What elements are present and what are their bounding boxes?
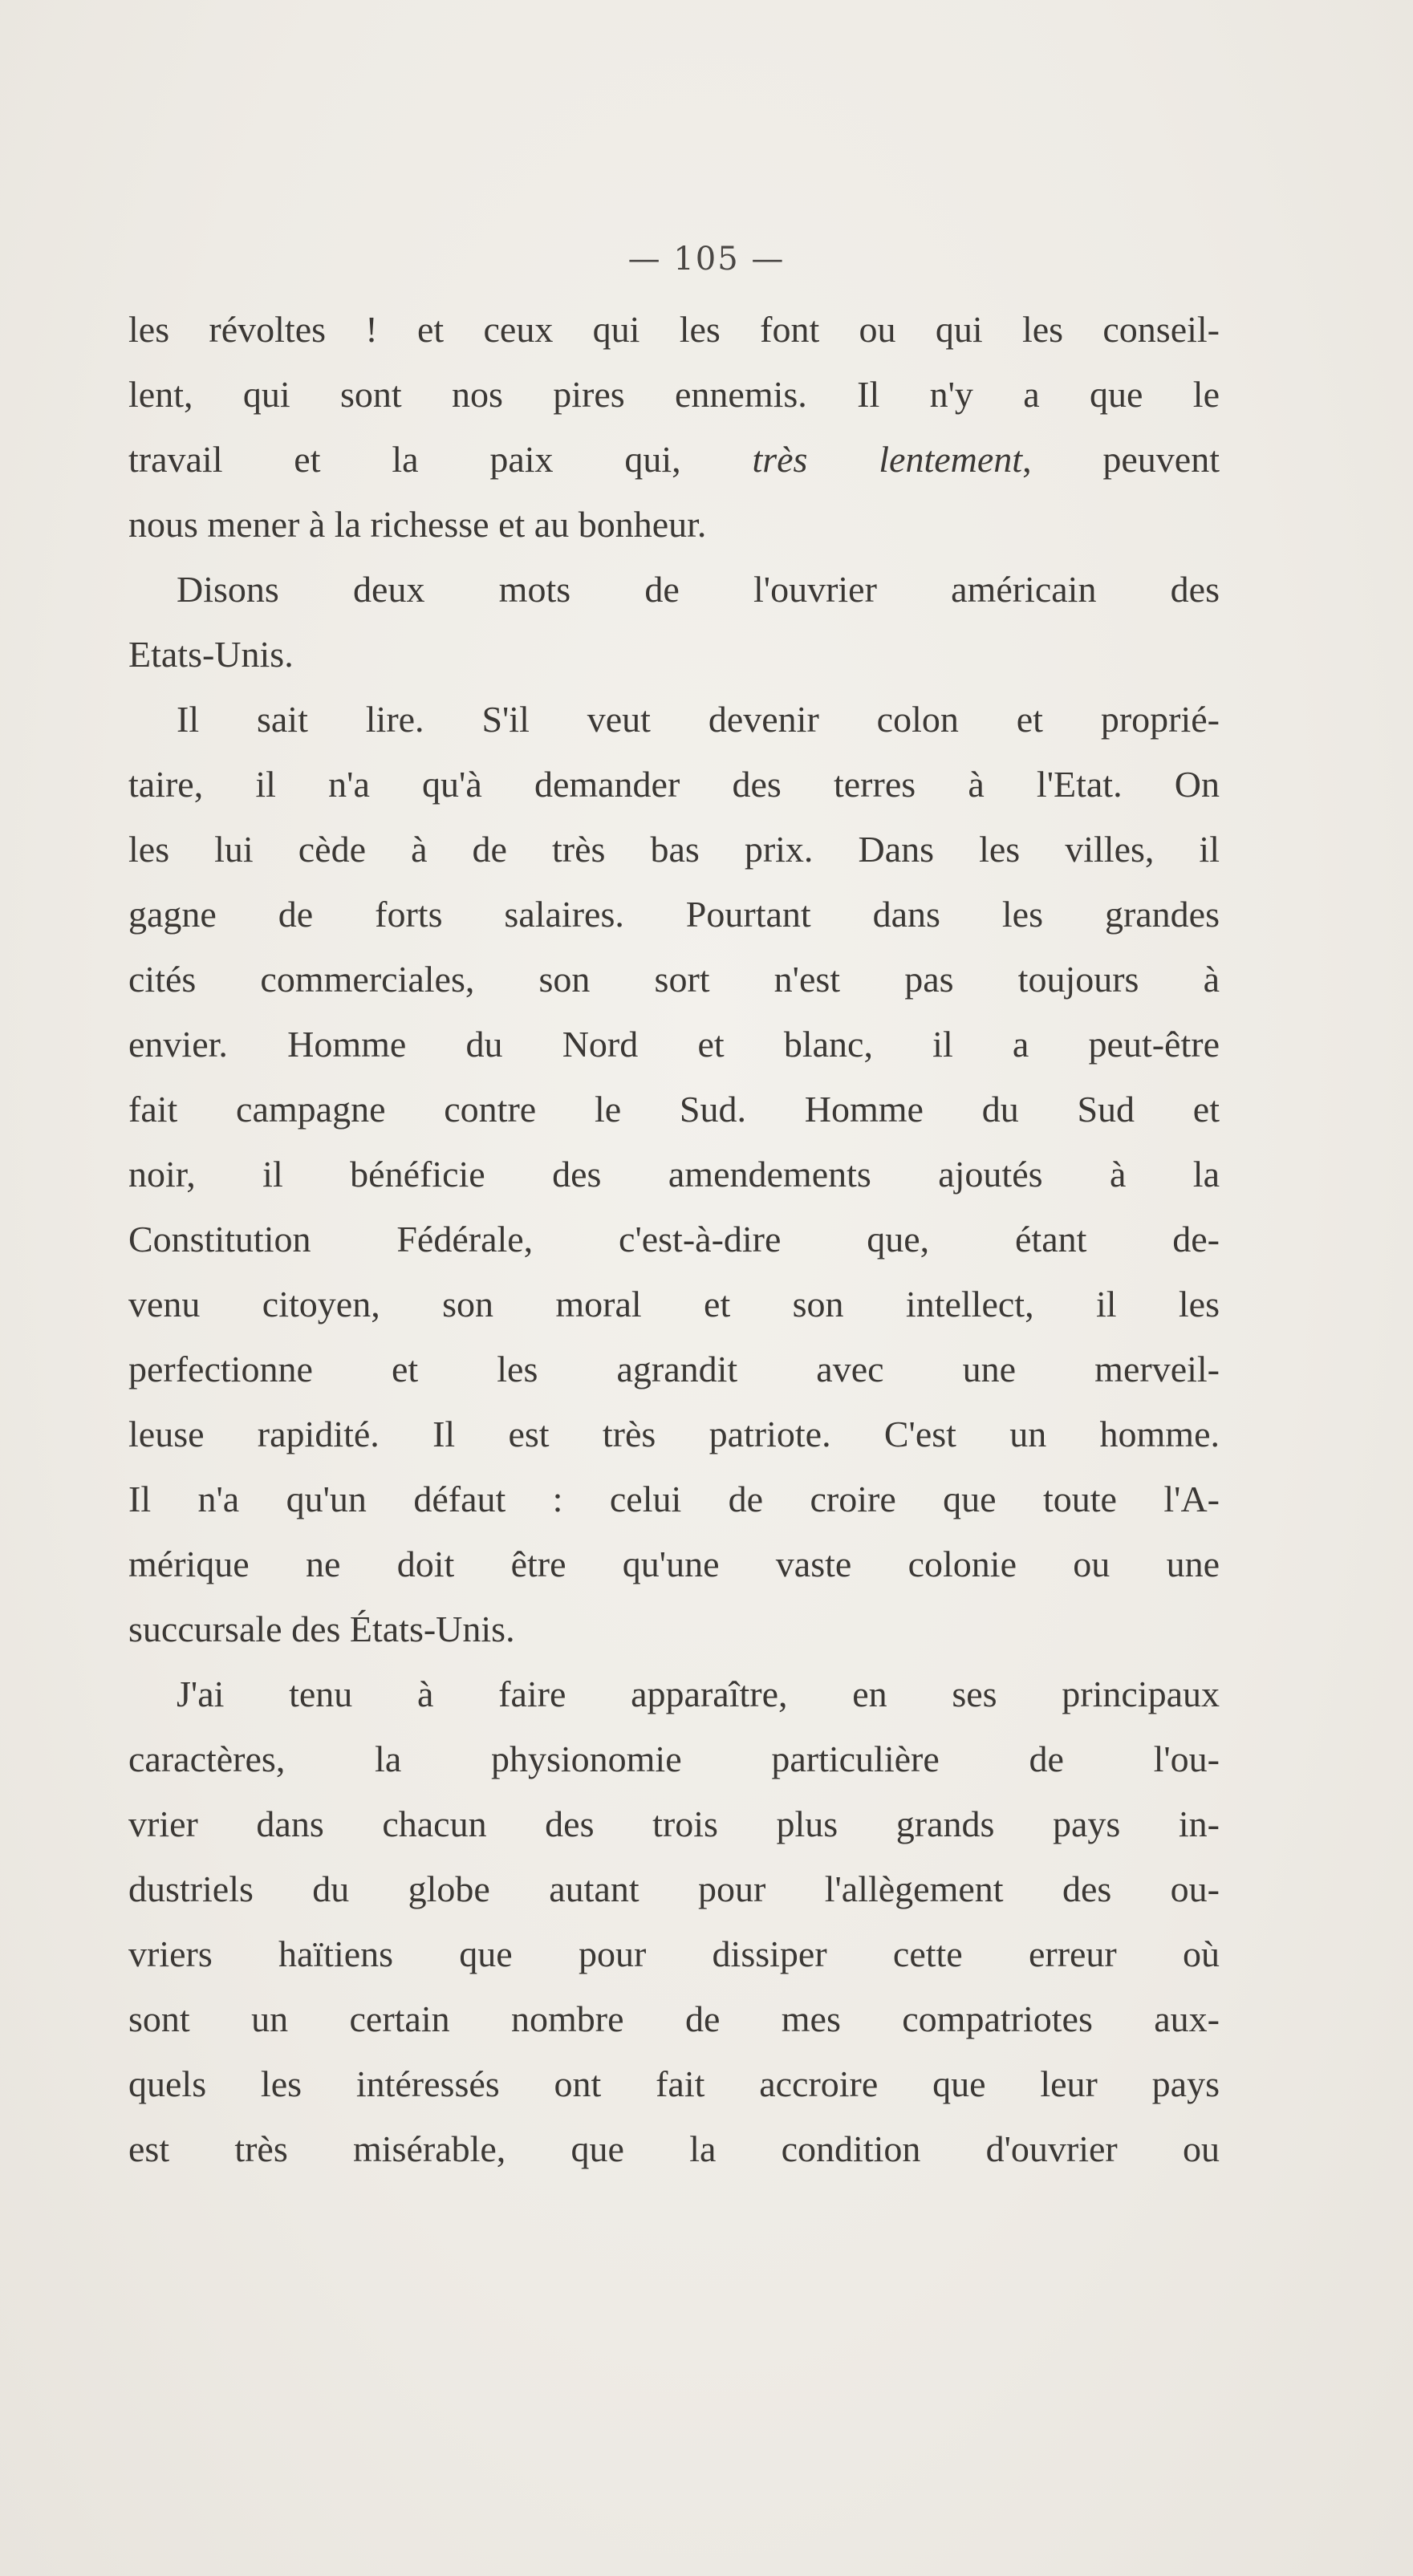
text-line: nous mener à la richesse et au bonheur. xyxy=(128,504,707,545)
text-line: succursale des États-Unis. xyxy=(128,1608,515,1649)
text-line: venu citoyen, son moral et son intellect, il les xyxy=(128,1284,1220,1325)
text-line: travail et la paix qui, très lentement, peuvent xyxy=(128,439,1220,480)
text-line: dustriels du globe autant pour l'allègement des ou- xyxy=(128,1868,1220,1909)
text-line: caractères, la physionomie particulière de l'ou- xyxy=(128,1738,1220,1779)
text-line: sont un certain nombre de mes compatriotes aux- xyxy=(128,1998,1220,2039)
emphasis-text: très lentement xyxy=(752,439,1023,480)
page-number: — 105 — xyxy=(627,241,786,278)
text-line: est très misérable, que la condition d'ouvrier ou xyxy=(128,2128,1220,2169)
text-line: vriers haïtiens que pour dissiper cette erreur où xyxy=(128,1933,1220,1974)
text-line: cités commerciales, son sort n'est pas toujours à xyxy=(128,959,1220,1000)
text-line: J'ai tenu à faire apparaître, en ses principaux xyxy=(177,1673,1220,1714)
text-line: les lui cède à de très bas prix. Dans les villes, il xyxy=(128,829,1220,870)
text-line: gagne de forts salaires. Pourtant dans les grandes xyxy=(128,894,1220,935)
text-line: lent, qui sont nos pires ennemis. Il n'y a que le xyxy=(128,374,1220,415)
text-line: Disons deux mots de l'ouvrier américain des xyxy=(177,569,1220,610)
text-line: Etats-Unis. xyxy=(128,634,294,675)
text-line: envier. Homme du Nord et blanc, il a peut-être xyxy=(128,1024,1220,1065)
text-line: fait campagne contre le Sud. Homme du Sud et xyxy=(128,1089,1220,1130)
text-line: vrier dans chacun des trois plus grands pays in- xyxy=(128,1803,1220,1844)
text-line: Il sait lire. S'il veut devenir colon et proprié- xyxy=(177,699,1220,740)
body-text xyxy=(128,297,1220,2181)
text-line: les révoltes ! et ceux qui les font ou qui les conseil- xyxy=(128,309,1220,350)
text-line: leuse rapidité. Il est très patriote. C'est un homme. xyxy=(128,1414,1220,1454)
text-line: perfectionne et les agrandit avec une merveil- xyxy=(128,1349,1220,1389)
text-line: mérique ne doit être qu'une vaste colonie ou une xyxy=(128,1544,1220,1584)
text-line: noir, il bénéficie des amendements ajoutés à la xyxy=(128,1154,1220,1195)
text-line: Constitution Fédérale, c'est-à-dire que, étant de- xyxy=(128,1219,1220,1260)
text-line: Il n'a qu'un défaut : celui de croire que toute l'A- xyxy=(128,1479,1220,1519)
text-line: taire, il n'a qu'à demander des terres à l'Etat. On xyxy=(128,764,1220,805)
text-line: quels les intéressés ont fait accroire que leur pays xyxy=(128,2063,1220,2104)
